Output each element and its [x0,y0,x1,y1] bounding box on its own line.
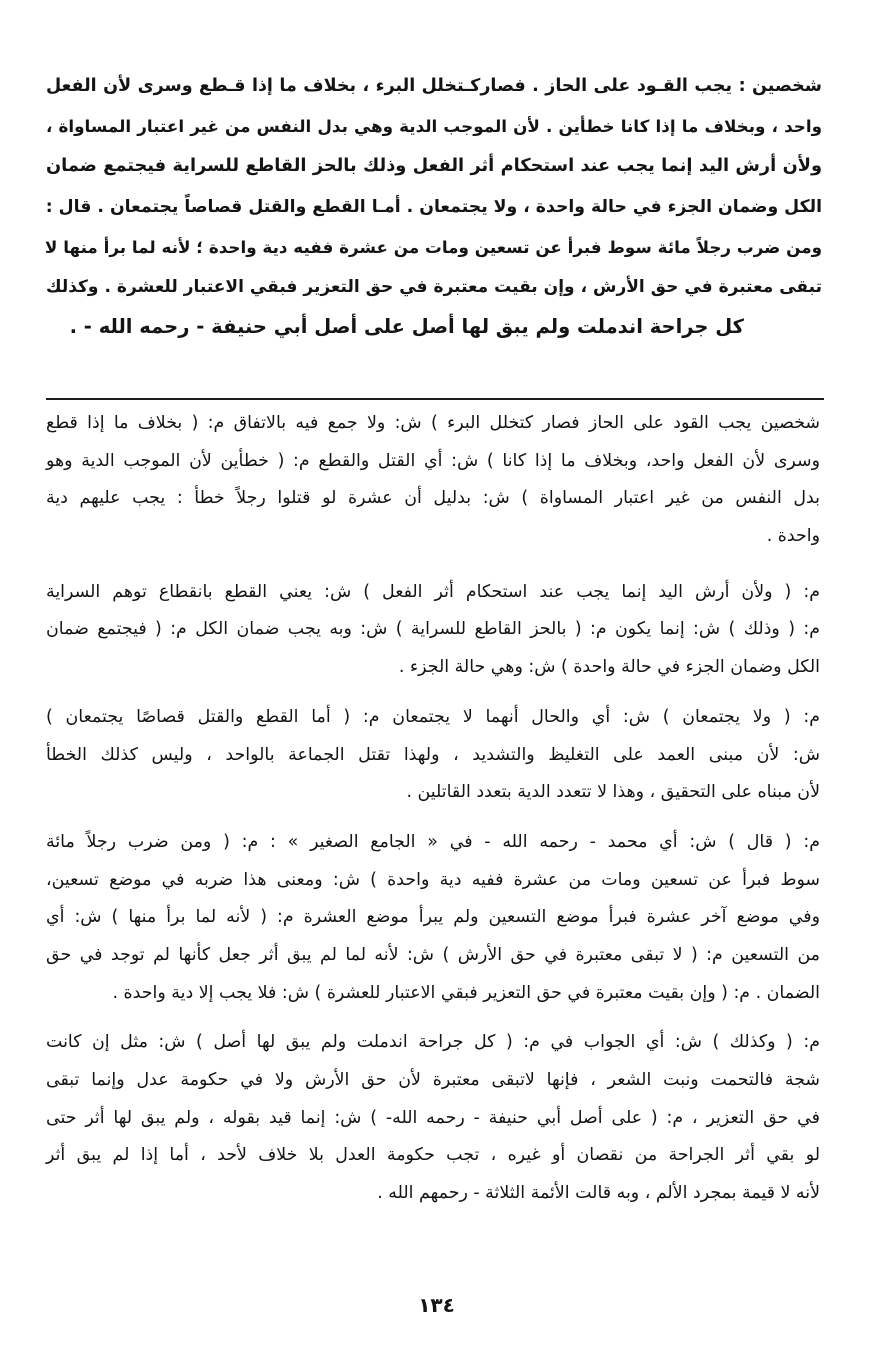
commentary-line: الكل وضمان الجزء في حالة واحدة ) ش: وهي حالة الجزء . [398,657,820,678]
main-text-line: كل جراحة اندملت ولم يبق لها أصل على أصل أبي حنيفة - رحمه الله - . [69,315,744,339]
commentary-line: الضمان . م: ( وإن بقيت معتبرة في حق التعزير فبقي الاعتبار للعشرة ) ش: فلا يجب إلا دية واحدة . [112,982,820,1003]
main-text-line: ولأن أرش اليد إنما يجب عند استحكام أثر الفعل وذلك بالحز القاطع للسراية فيجتمع ضمان [46,156,822,177]
commentary-line: م: ( قال ) ش: أي محمد - رحمه الله - في « الجامع الصغير » : م: ( ومن ضرب رجلاً مائة [46,831,820,852]
commentary-paragraph [46,699,820,812]
page-number: ١٣٤ [418,1293,455,1317]
commentary-line: من التسعين م: ( لا تبقى معتبرة في حق الأرش ) ش: لأنه لما لم يبق أثر جعل كأنها لم توجد في حق [46,944,820,965]
commentary-line: واحدة . [766,526,820,547]
commentary-line: ش: لأن مبنى العمد على التغليظ والتشديد ، ولهذا تقتل الجماعة بالواحد ، وليس كذلك الخطأ [46,744,820,765]
commentary-line: لو بقي أثر الجراحة من نقصان أو غيره ، تجب حكومة العدل بلا خلاف لأحد ، أما إذا لم يبق أثر [46,1145,820,1166]
commentary-line: وفي موضع آخر عشرة فبرأ موضع التسعين ولم يبرأ موضع العشرة م: ( لأنه لما برأ منها ) ش: أي [46,907,820,928]
commentary-line: م: ( ولا يجتمعان ) ش: أي والحال أنهما لا يجتمعان م: ( أما القطع والقتل قصاصًا يجتمعان ) [46,706,820,727]
commentary-line: شخصين يجب القود على الحاز فصار كتخلل البرء ) ش: ولا جمع فيه بالاتفاق م: ( بخلاف ما إذا قطع [46,413,820,433]
main-text-block [46,66,822,347]
commentary-block [46,405,820,1225]
commentary-paragraph [46,1024,820,1212]
commentary-line: لأنه لا قيمة بمجرد الألم ، وبه قالت الأئمة الثلاثة - رحمهم الله . [377,1183,820,1204]
main-text-line: ومن ضرب رجلاً مائة سوط فبرأ عن تسعين ومات من عشرة ففيه دية واحدة ؛ لأنه لما برأ منها لا [44,236,822,257]
commentary-line: وسرى لأن الفعل واحد، وبخلاف ما إذا كانا ) ش: أي القتل والقطع م: ( خطأين لأن الموجب الدية وهو [46,450,820,471]
commentary-line: في حق التعزير ، م: ( على أصل أبي حنيفة - رحمه الله- ) ش: إنما قيد بقوله ، ولم يبق لها أثر حتى [46,1107,820,1128]
section-divider [46,398,824,400]
commentary-line: سوط فبرأ عن تسعين ومات من عشرة ففيه دية واحدة ) ش: ومعنى هذا ضربه في موضع تسعين، [46,869,820,890]
main-text-line: شخصين : يجب القـود على الحاز . فصاركـتخلل البرء ، بخلاف ما إذا قـطع وسرى لأن الفعل [46,76,822,96]
commentary-line: م: ( وكذلك ) ش: أي الجواب في م: ( كل جراحة اندملت ولم يبق لها أصل ) ش: مثل إن كانت [46,1032,820,1053]
commentary-paragraph [46,574,820,687]
commentary-paragraph [46,824,820,1012]
commentary-line: بدل النفس من غير اعتبار المساواة ) ش: بدليل أن عشرة لو قتلوا رجلاً خطأ : يجب عليهم دية [46,488,820,509]
commentary-line: م: ( ولأن أرش اليد إنما يجب عند استحكام أثر الفعل ) ش: يعني القطع بانقطاع توهم السراية [46,581,820,602]
main-text-line: تبقى معتبرة في حق الأرش ، وإن بقيت معتبرة في حق التعزير فبقي الاعتبار للعشرة . وكذلك [46,276,822,297]
commentary-line: م: ( وذلك ) ش: إنما يكون م: ( بالحز القاطع للسراية ) ش: وبه يجب ضمان الكل م: ( فيجتمع ضمان [46,619,820,640]
main-text-line: واحد ، وبخلاف ما إذا كانا خطأين . لأن الموجب الدية وهي بدل النفس من غير اعتبار المساواة ، [46,116,822,137]
commentary-paragraph [46,405,820,556]
main-text-line: الكل وضمان الجزء في حالة واحدة ، ولا يجتمعان . أمـا القطع والقتل قصاصاً يجتمعان . قال : [45,196,822,217]
commentary-line: لأن مبناه على التحقيق ، وهذا لا تتعدد الدية بتعدد القاتلين . [406,782,820,803]
commentary-line: شجة فالتحمت ونبت الشعر ، فإنها لاتبقى معتبرة لأن حق الأرش ولا في حكومة عدل وإنما تبقى [46,1070,820,1090]
